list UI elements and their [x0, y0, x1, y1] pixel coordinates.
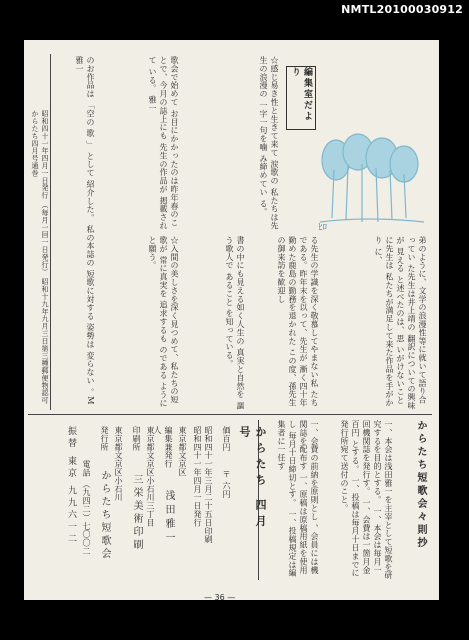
notice-body-2: 一、会費の前納を原則とし 、会員には機関誌を配布す 一、原稿は原稿用紙を使用し 毎月十日締切とす。 一、投稿規定は編集者に一任す	[277, 420, 319, 578]
colophon-publisher-label: 発行所	[100, 426, 109, 452]
editorial-rule	[50, 54, 51, 410]
colophon-editor-addr: 東京都文京区小石川三丁目	[146, 426, 155, 527]
editorial-text-mid-2: 歌会で始めて お目にかかったのは昨年春のことで、今月の誌上にも 先生の作品が 掲載されて いる。 雅一	[148, 56, 179, 230]
editorial-text-left-1: ☆入間の美しさを深く見つめて、私たちの短歌が 常に真実を 追求するも のである ように と願う。	[148, 236, 179, 411]
notice-body: 一、本会は浅田雅一を主宰として短歌を研究するを目的とする。 一、本会は毎月一回機関誌を発行す。 一、会費は一箇月金百円 とする。 一、投稿は毎月十日までに発行所宛て送付のこと。	[340, 420, 393, 580]
svg-text:ﾋﾛ: ﾋﾛ	[318, 223, 328, 233]
colophon-editor-label: 編集兼発行人	[153, 426, 173, 468]
notice-title: からたち短歌会々則抄	[415, 420, 426, 550]
image-id-label: NMTL20100030912	[341, 3, 463, 16]
magazine-page	[24, 40, 439, 600]
editorial-text-mid-1: ☆感じ易き性と生きて来て 涙歌の 私たちは先生の浪漫の 一字一句を噛 み締めてい る。	[259, 56, 279, 230]
editorial-text-left-2: のお作品は 「空の 歌 」 として 紹介した。 私の本誌の 短歌に対する 姿勢は 変らない 。M 雅一	[75, 56, 95, 408]
colophon-printer-addr: 東京都文京区小石川	[114, 426, 123, 502]
editorial-text-top-mid: る先生の学識を深く敬慕してやまない私 たちである。昨年末を以って、先生が 漸く四十年勤めた鹿島の勤務を退かれた この度、孫先生の御来訪を歓迎し	[277, 236, 319, 407]
section-divider	[28, 414, 432, 415]
editorial-heading: 編集室だより	[286, 66, 316, 130]
colophon-price: 価百円	[222, 426, 231, 452]
page-number: — 36 —	[204, 593, 236, 602]
editorial-text-top-left: 書の中にも見える如く人生の 真実と自然を 謳う歌人で あること を知っている。	[225, 236, 245, 410]
colophon-title: からたち 四月号	[238, 426, 267, 531]
colophon-printer-name: 三栄美術印刷	[131, 474, 142, 552]
colophon-printer-label: 印刷所	[132, 426, 141, 452]
editorial-text-top-right: 弟のように、文学の浪漫性等に就いて語り合 ってい た先生は井上靖の 翻訳についての興味が 見える と述べたのは、思 いがけないことに先生は 私たちが満足して来た作品を手がかり に、	[374, 236, 427, 410]
colophon-account: 振替 東京 九九六一二	[66, 426, 76, 546]
colophon-publisher-name: からたち短歌会	[99, 470, 110, 561]
colophon-editor-name: 浅田雅一	[163, 490, 174, 546]
tree-illustration	[316, 130, 428, 232]
colophon-postage: 〒 六円	[222, 470, 231, 499]
colophon-phone: 電話 （九四二）七〇〇二	[82, 460, 91, 556]
editorial-footer-text: 昭和四十一年四月一日発行 （毎月一回一日発行） 昭和十九年九月三日第三種郵便物認可 からたち四月号通巻	[31, 110, 49, 407]
colophon-dates: 昭和四十一年三月二十五日印刷 昭和四十一年四月一日発行	[193, 426, 213, 547]
colophon-address-top: 東京都文京区	[178, 426, 187, 477]
